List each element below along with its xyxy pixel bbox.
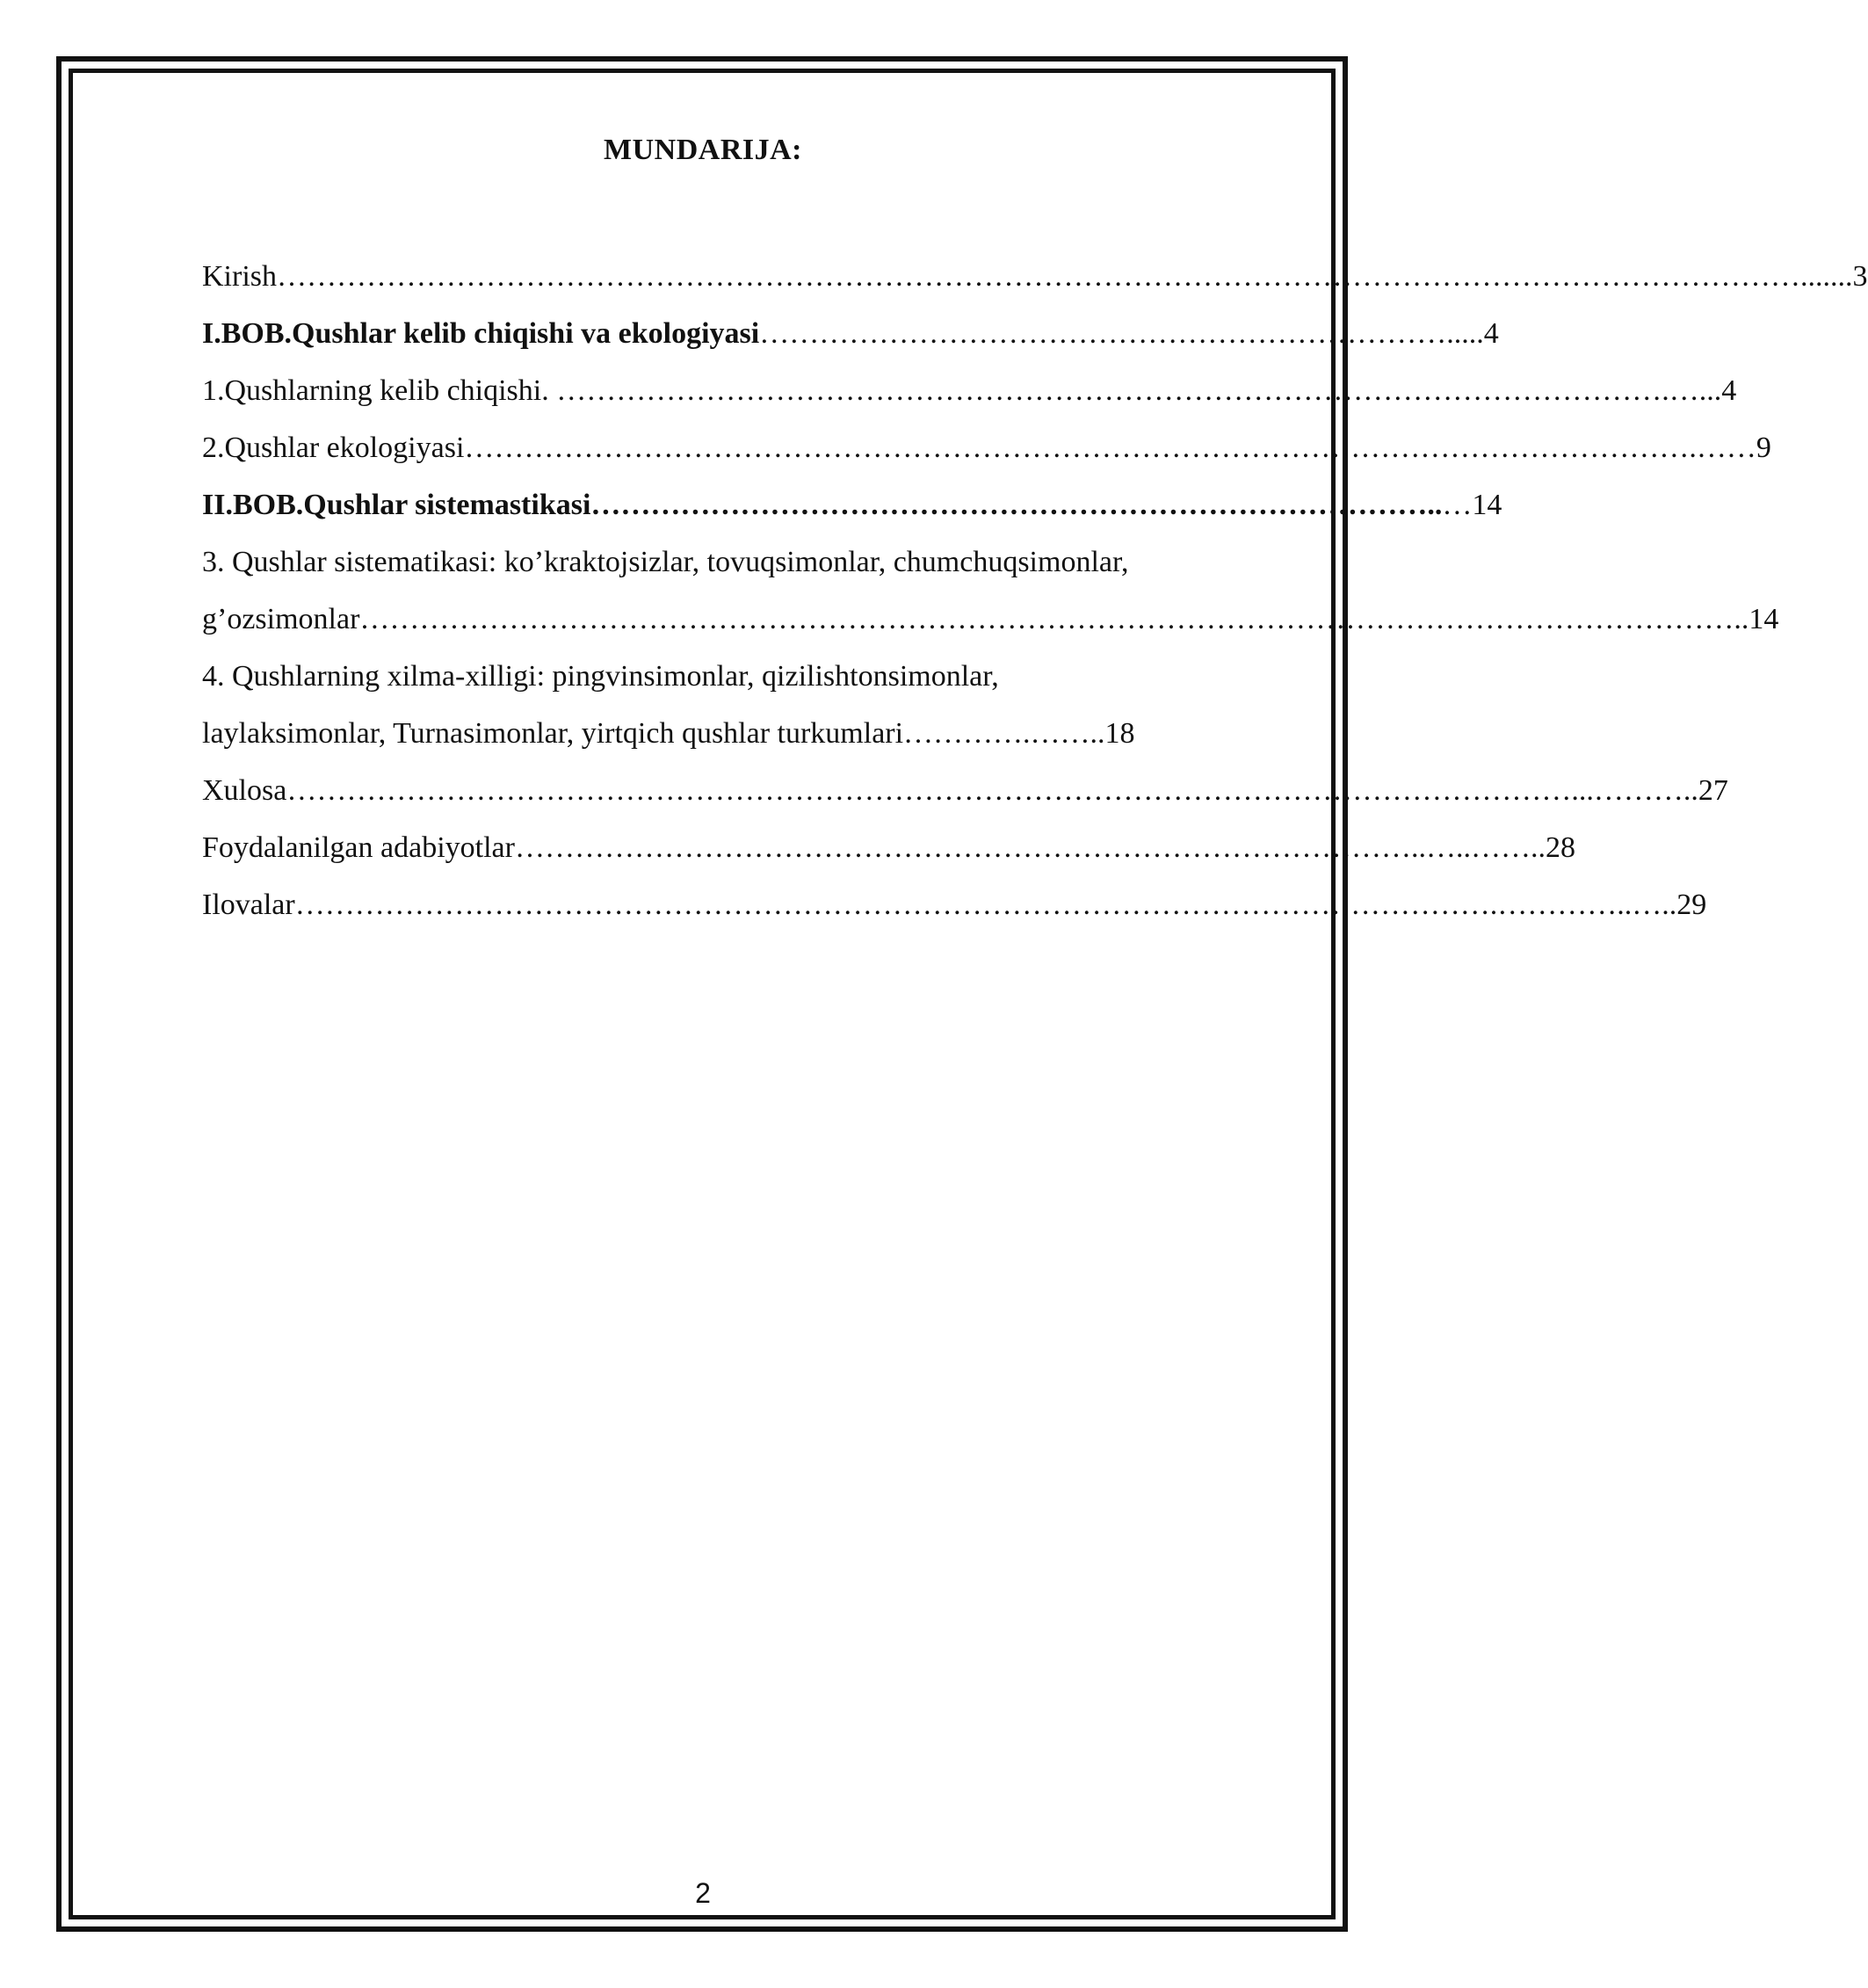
toc-entry-chapter-2 bbox=[202, 476, 1502, 533]
toc-entry-text: Ilovalar………………………………………………………………………………………………………….…………..…..29 bbox=[202, 889, 1707, 921]
toc-entry-text: g’ozsimonlar…………………………………………………………………………………………………………………………..14 bbox=[202, 603, 1779, 635]
toc-chapter-title: I.BOB.Qushlar kelib chiqishi va ekologiyasi bbox=[202, 317, 760, 350]
page-number: 2 bbox=[695, 1877, 711, 1909]
toc-entry-text: 2.Qushlar ekologiyasi…………………………………………………………………………………………………………….……9 bbox=[202, 432, 1771, 464]
toc-entry-text: 3. Qushlar sistematikasi: ko’kraktojsizlar, tovuqsimonlar, chumchuqsimonlar, bbox=[202, 546, 1129, 578]
toc-chapter-title: II.BOB.Qushlar sistemastikasi………………………………………………………………………….. bbox=[202, 489, 1443, 521]
toc-entry-appendix bbox=[202, 876, 1707, 933]
toc-entry-kirish bbox=[202, 248, 1868, 305]
toc-leader: …………………………………………………………….....4 bbox=[759, 317, 1499, 350]
toc-entry-text: 1.Qushlarning kelib chiqishi. ………………………………………………………………………………………………….…...4 bbox=[202, 374, 1737, 407]
toc-entry-section-4-line-1 bbox=[202, 648, 1292, 705]
toc-entry-section-4-line-2 bbox=[202, 705, 1292, 762]
toc-leader: …14 bbox=[1442, 489, 1502, 521]
toc-entry-text: Xulosa…………………………………………………………………………………………………………………...………..27 bbox=[202, 774, 1728, 807]
toc-entry-chapter-1 bbox=[202, 305, 1499, 362]
toc-entry-section-2 bbox=[202, 419, 1771, 476]
toc-entry-text: Foydalanilgan adabiyotlar………………………………………………………………………………..…..……..28 bbox=[202, 831, 1575, 864]
toc-entry-text: 4. Qushlarning xilma-xilligi: pingvinsimonlar, qizilishtonsimonlar, bbox=[202, 660, 999, 693]
table-of-contents bbox=[202, 248, 1868, 933]
toc-entry-text: laylaksimonlar, Turnasimonlar, yirtqich qushlar turkumlari………….……..18 bbox=[202, 717, 1135, 750]
toc-entry-text: Kirish……………………………………………………………………………………………………………………………………….......3 bbox=[202, 260, 1868, 293]
toc-entry-section-3-line-1 bbox=[202, 533, 1292, 591]
toc-entry-section-1 bbox=[202, 362, 1737, 419]
toc-entry-references bbox=[202, 819, 1575, 876]
page-title: MUNDARIJA: bbox=[604, 134, 802, 166]
toc-entry-xulosa bbox=[202, 762, 1728, 819]
toc-entry-section-3-line-2 bbox=[202, 591, 1779, 648]
